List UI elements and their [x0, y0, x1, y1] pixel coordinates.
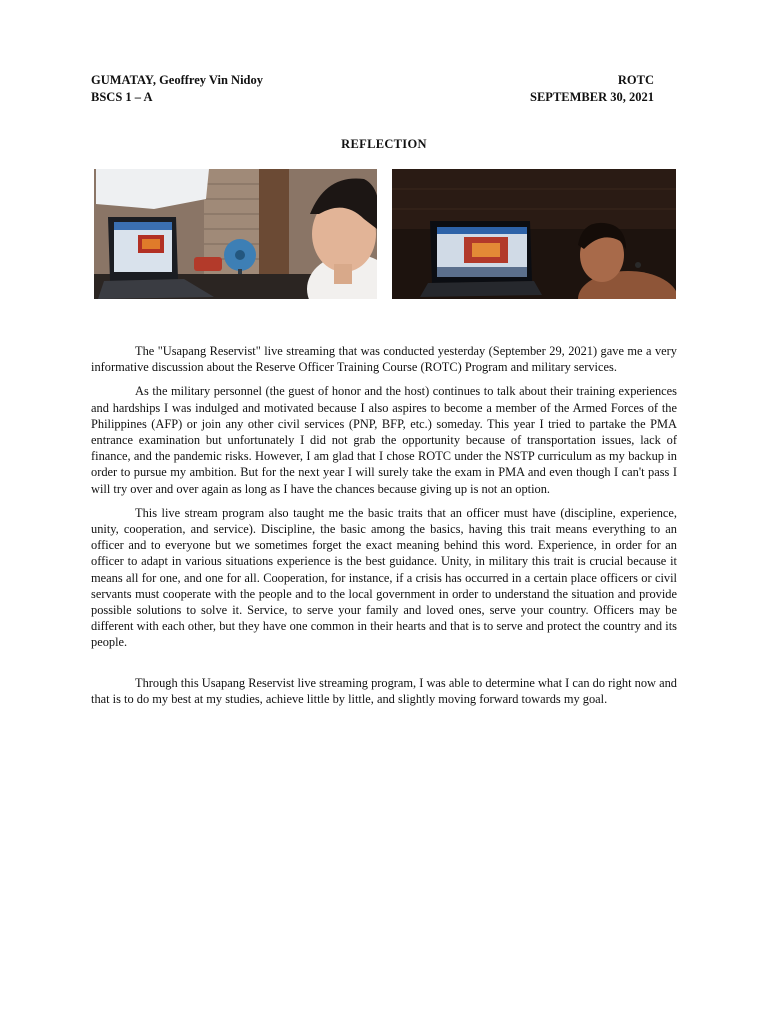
- paragraph-3: This live stream program also taught me the basic traits that an officer must have (discipline, experience, unity, cooperation, and service). Discipline, the basic among the basics, having this trait means everything to an officer and to everyone but we sometimes forget the exact meaning behind this word. Experience, in order for an officer to adapt in various situations experience is the best guidance. Unity, in military this trait is crucial because it means all for one, and one for all. Cooperation, for instance, if a crisis has occurred in a certain place officers or civil servants must cooperate with the people and to the local government in order to understand the situation and provide possible solutions to solve it. Service, to serve your family and loved ones, serve your country. Officers may be different with each other, but they have one common in their hearts and that is to serve and protect the country and its people.: [91, 505, 677, 650]
- student-course: BSCS 1 – A: [91, 90, 153, 104]
- document-title: REFLECTION: [341, 137, 427, 151]
- student-name: GUMATAY, Geoffrey Vin Nidoy: [91, 73, 263, 87]
- paragraph-4: Through this Usapang Reservist live streaming program, I was able to determine what I can do right now and that is to do my best at my studies, achieve little by little, and slightly moving forward towards my goal.: [91, 675, 677, 706]
- paragraph-1: The "Usapang Reservist" live streaming that was conducted yesterday (September 29, 2021) gave me a very informative discussion about the Reserve Officer Training Course (ROTC) Program and military services.: [91, 344, 677, 375]
- photo-student-at-laptop-dark: [392, 169, 676, 299]
- subject-label: ROTC: [617, 73, 654, 87]
- document-date: SEPTEMBER 30, 2021: [530, 90, 654, 104]
- paragraph-2: As the military personnel (the guest of honor and the host) continues to talk about their training experiences and hardships I was indulged and motivated because I also aspires to become a member of the Armed Forces of the Philippines (AFP) or join any other civil services (PNP, BFP, etc.) someday. This year I tried to partake the PMA entrance examination but unfortunately I did not grab the opportunity because of transportation issues, lack of finance, and the pandemic risks. However, I am glad that I chose ROTC under the NSTP curriculum as my backup in order to pursue my ambition. But for the next year I will surely take the exam in PMA and even though I can't pass I will try over and over again as long as I have the chances because giving up is not an option.: [91, 384, 677, 496]
- header-right: [530, 72, 654, 106]
- header-left: [91, 72, 263, 106]
- reflection-body: [91, 343, 677, 715]
- photo-student-at-laptop-daylight: [94, 169, 377, 299]
